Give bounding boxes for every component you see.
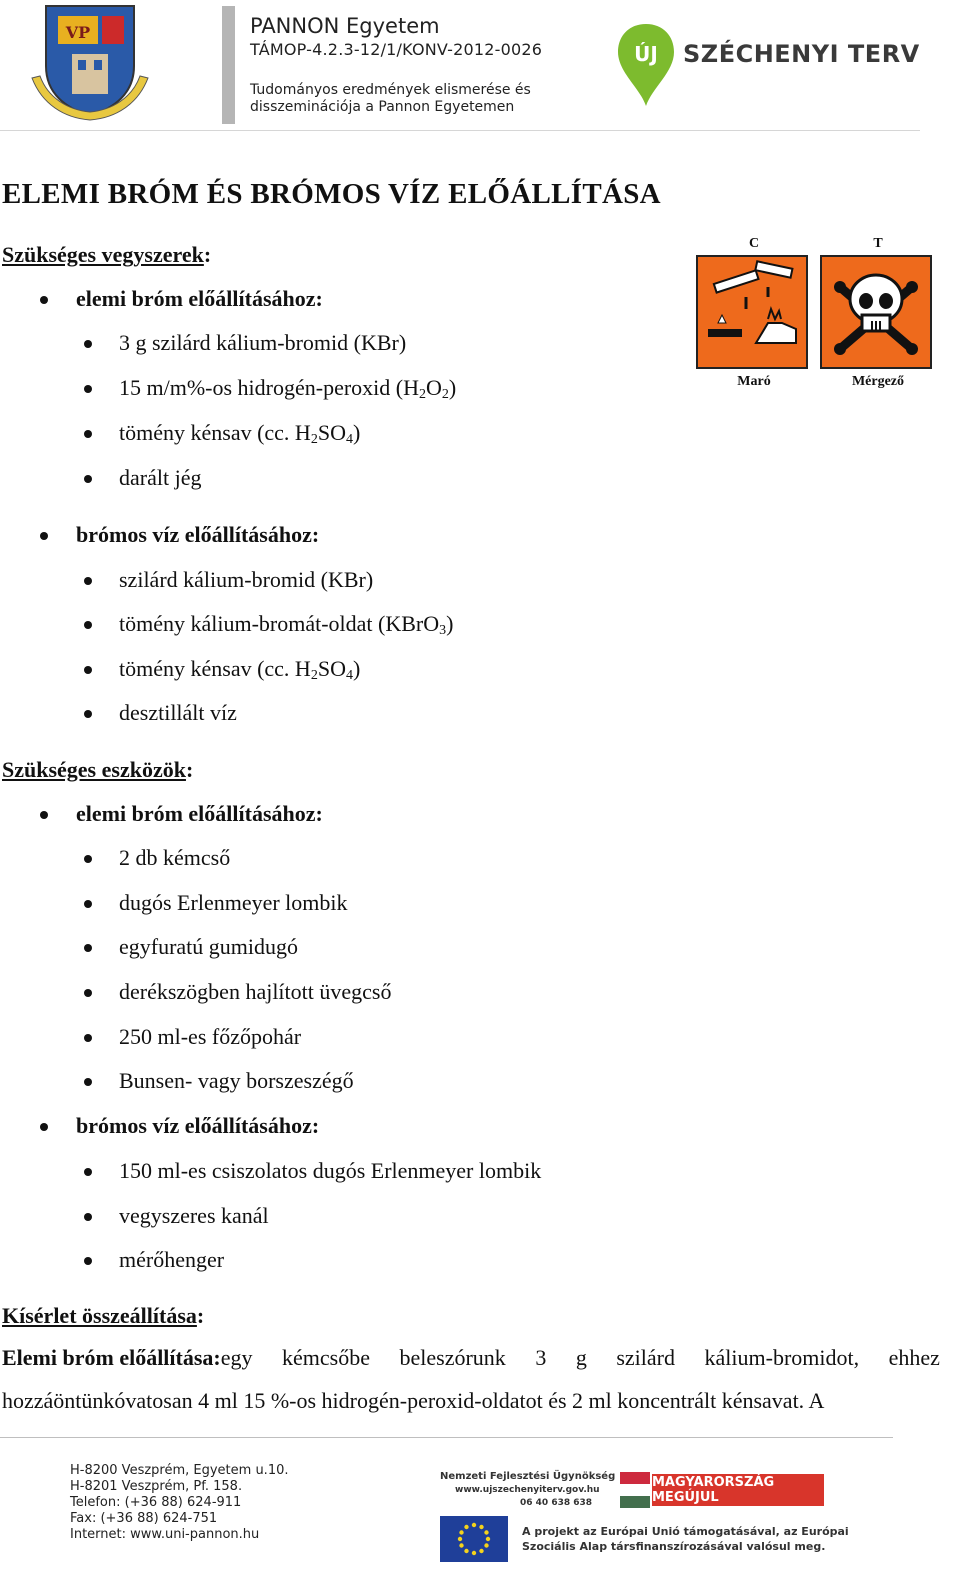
experiment-lead: Elemi bróm előállítása: bbox=[2, 1345, 221, 1370]
hazard-toxic bbox=[818, 236, 938, 394]
tools-group-bromine-water: brómos víz előállításához: bbox=[76, 1113, 320, 1138]
uj-pin-icon bbox=[614, 22, 678, 108]
hazard-corrosive bbox=[694, 236, 814, 394]
bullet bbox=[84, 666, 92, 674]
bullet bbox=[84, 430, 92, 438]
hazard-letter: C bbox=[748, 236, 760, 251]
para-word: beleszórunk bbox=[399, 1345, 506, 1370]
list-item: 2 db kémcső bbox=[119, 845, 231, 870]
hazard-caption: Mérgező bbox=[851, 374, 905, 389]
chemicals-group-elemental-bromine: elemi bróm előállításához: bbox=[76, 286, 323, 311]
header-subtitle-line2: disszeminációja a Pannon Egyetemen bbox=[250, 99, 515, 115]
list-item: egyfuratú gumidugó bbox=[119, 934, 299, 959]
header-subtitle-line1: Tudományos eredmények elismerése és bbox=[250, 82, 531, 98]
nfu-agency-name: Nemzeti Fejlesztési Ügynökség bbox=[440, 1471, 616, 1482]
pin-label: ÚJ bbox=[634, 42, 658, 66]
bullet bbox=[40, 532, 48, 540]
para-word: Elemi bróm előállítása:egy bbox=[2, 1345, 253, 1370]
footer-address-line: Telefon: (+36 88) 624-911 bbox=[70, 1495, 242, 1510]
footer-address-line: Fax: (+36 88) 624-751 bbox=[70, 1511, 218, 1526]
list-item: szilárd kálium-bromid (KBr) bbox=[119, 567, 374, 592]
footer-address-line: Internet: www.uni-pannon.hu bbox=[70, 1527, 260, 1542]
tools-heading: Szükséges eszközök: bbox=[2, 757, 194, 782]
page-header bbox=[0, 0, 960, 132]
bullet bbox=[84, 577, 92, 585]
para-word: szilárd bbox=[616, 1345, 676, 1370]
list-item: 250 ml-es főzőpohár bbox=[119, 1024, 302, 1049]
szechenyi-terv-logo-text: SZÉCHENYI TERV bbox=[683, 40, 920, 68]
nfu-phone: 06 40 638 638 bbox=[520, 1498, 593, 1508]
bullet bbox=[84, 385, 92, 393]
bullet bbox=[84, 900, 92, 908]
experiment-paragraph-line1 bbox=[2, 1345, 940, 1371]
crest-initials: VP bbox=[65, 23, 91, 42]
bullet bbox=[84, 1168, 92, 1176]
footer-address-line: H-8201 Veszprém, Pf. 158. bbox=[70, 1479, 243, 1494]
list-item: tömény kénsav (cc. $H_2SO_4$) bbox=[119, 656, 361, 683]
skull-crossbones-icon bbox=[820, 255, 932, 369]
bullet bbox=[84, 475, 92, 483]
eu-flag-icon bbox=[440, 1516, 508, 1562]
list-item: darált jég bbox=[119, 465, 202, 490]
footer-address-line: H-8200 Veszprém, Egyetem u.10. bbox=[70, 1463, 289, 1478]
bullet bbox=[84, 621, 92, 629]
footer-rule bbox=[0, 1437, 893, 1438]
bullet bbox=[40, 811, 48, 819]
list-item: dugós Erlenmeyer lombik bbox=[119, 890, 348, 915]
list-item: derékszögben hajlított üvegcső bbox=[119, 979, 392, 1004]
chemicals-heading: Szükséges vegyszerek: bbox=[2, 242, 212, 267]
list-item: tömény kénsav (cc. $H_2SO_4$) bbox=[119, 420, 361, 447]
bullet bbox=[40, 1123, 48, 1131]
hazard-caption: Maró bbox=[737, 374, 771, 389]
list-item: vegyszeres kanál bbox=[119, 1203, 269, 1228]
magyarorszag-megujul-banner: MAGYARORSZÁG MEGÚJUL bbox=[652, 1474, 824, 1506]
document-title: ELEMI BRÓM ÉS BRÓMOS VÍZ ELŐÁLLÍTÁSA bbox=[2, 178, 661, 210]
bullet bbox=[84, 944, 92, 952]
list-item: 3 g szilárd kálium-bromid (KBr) bbox=[119, 330, 407, 355]
hazard-letter: T bbox=[873, 236, 883, 251]
para-word: g bbox=[575, 1345, 587, 1370]
experiment-heading: Kísérlet összeállítása: bbox=[2, 1303, 205, 1328]
para-word: kémcsőbe bbox=[282, 1345, 370, 1370]
bullet bbox=[84, 989, 92, 997]
list-item: desztillált víz bbox=[119, 700, 237, 725]
header-rule bbox=[0, 130, 920, 131]
list-item: Bunsen- vagy borszeszégő bbox=[119, 1068, 354, 1093]
eu-support-line2: Szociális Alap társfinanszírozásával valósul meg. bbox=[522, 1540, 826, 1553]
chemicals-group-bromine-water: brómos víz előállításához: bbox=[76, 522, 320, 547]
eu-support-line1: A projekt az Európai Unió támogatásával, az Európai bbox=[522, 1525, 849, 1538]
university-crest-logo bbox=[28, 4, 152, 122]
para-word: 3 bbox=[535, 1345, 547, 1370]
corrosive-pictogram-icon bbox=[696, 255, 808, 369]
list-item: tömény kálium-bromát-oldat (KBrO$_3$) bbox=[119, 611, 454, 638]
list-item: mérőhenger bbox=[119, 1247, 225, 1272]
bullet bbox=[84, 1078, 92, 1086]
nfu-url: www.ujszechenyiterv.gov.hu bbox=[455, 1485, 600, 1495]
bullet bbox=[84, 340, 92, 348]
list-item: 15 m/m%-os hidrogén-peroxid $(H_2O_2)$ bbox=[119, 375, 457, 402]
experiment-paragraph-line2: hozzáöntünkóvatosan 4 ml 15 %-os hidrogén-peroxid-oldatot és 2 ml koncentrált kénsavat. A bbox=[2, 1388, 825, 1413]
bullet bbox=[40, 296, 48, 304]
bullet bbox=[84, 1034, 92, 1042]
tools-group-elemental-bromine: elemi bróm előállításához: bbox=[76, 801, 323, 826]
list-item: 150 ml-es csiszolatos dugós Erlenmeyer lombik bbox=[119, 1158, 542, 1183]
header-divider bbox=[222, 6, 235, 124]
para-word: kálium-bromidot, bbox=[704, 1345, 860, 1370]
bullet bbox=[84, 1257, 92, 1265]
bullet bbox=[84, 1213, 92, 1221]
bullet bbox=[84, 855, 92, 863]
header-project-code: TÁMOP-4.2.3-12/1/KONV-2012-0026 bbox=[250, 40, 543, 59]
bullet bbox=[84, 710, 92, 718]
header-title: PANNON Egyetem bbox=[250, 14, 440, 38]
hungarian-flag-icon bbox=[620, 1472, 650, 1508]
para-word: ehhez bbox=[888, 1345, 940, 1370]
